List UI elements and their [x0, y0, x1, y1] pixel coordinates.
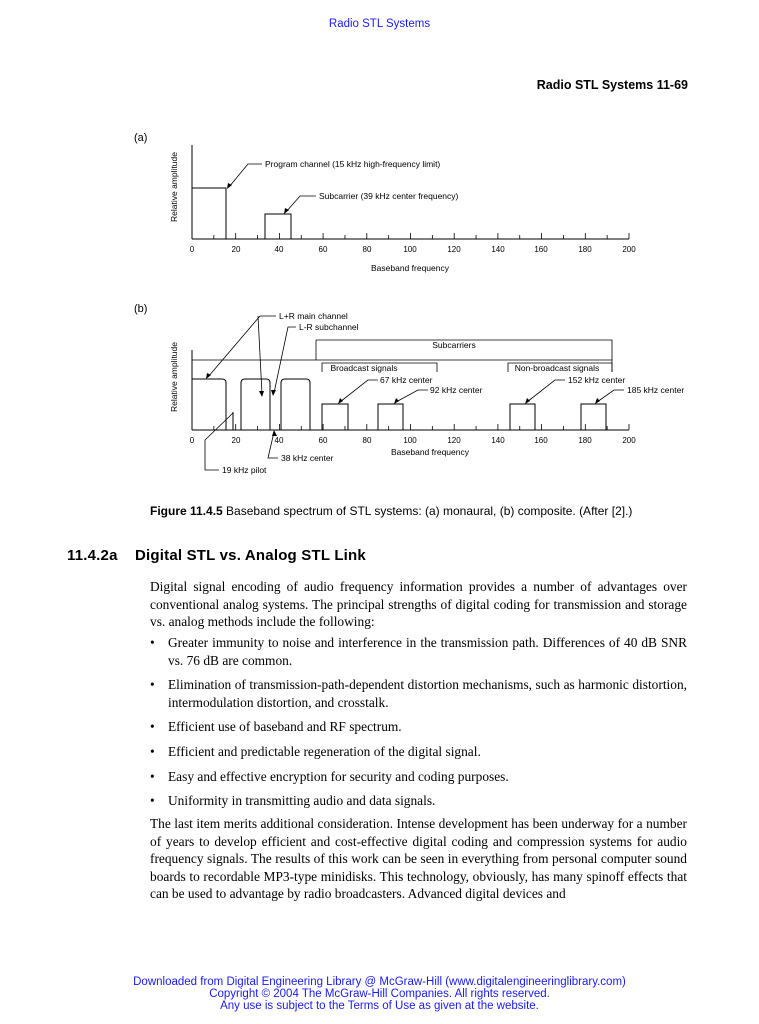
advantages-list [150, 634, 687, 817]
tick-label: 120 [447, 436, 461, 445]
tick-label: 120 [447, 245, 461, 254]
panel-b-ylabel: Relative amplitude [169, 342, 179, 412]
sub-annotation: L-R subchannel [299, 322, 359, 332]
subcarriers-label: Subcarriers [432, 340, 476, 350]
list-item: • Efficient use of baseband and RF spectrum. [150, 719, 402, 735]
tick-label: 200 [622, 436, 636, 445]
tick-label: 0 [189, 245, 195, 254]
panel-a-program-block [192, 188, 226, 239]
tick-label: 80 [362, 436, 372, 445]
bullet-icon: • [150, 743, 155, 759]
pilot-annotation: 19 kHz pilot [222, 465, 267, 475]
panel-a-ticks [192, 233, 629, 239]
panel-a-figure [0, 140, 759, 280]
bullet-icon: • [150, 793, 155, 809]
c152-leader [527, 380, 565, 402]
panel-a-subcarrier-block [265, 214, 291, 239]
tick-label: 80 [362, 245, 372, 254]
panel-b-ticks [192, 424, 629, 430]
broadcast-label: Broadcast signals [330, 363, 398, 373]
closing-paragraph: The last item merits additional consideration. Intense development has been underway for a number of years to develop efficient and cost-effective digital coding and compression systems for audio frequency signals. The results of this work can be seen in everything from personal computer sound boards to recordable MP3-type minidisks. This technology, obviously, has many spinoff effects that can be used to advantage by radio broadcasters. Advanced digital devices and [150, 816, 687, 902]
tick-label: 200 [622, 245, 636, 254]
panel-b-xlabel: Baseband frequency [391, 447, 469, 457]
figure-caption-text: Baseband spectrum of STL systems: (a) monaural, (b) composite. (After [2].) [222, 504, 633, 518]
footer-copyright: Copyright © 2004 The McGraw-Hill Companies. All rights reserved. [209, 988, 550, 1000]
tick-label: 20 [231, 436, 241, 445]
footer-terms-link[interactable]: Any use is subject to the Terms of Use as given at the website. [220, 1000, 539, 1012]
bullet-icon: • [150, 677, 155, 693]
tick-label: 100 [403, 245, 417, 254]
subcarrier-leader [286, 196, 316, 212]
subcarrier-92-block [378, 404, 403, 430]
c185-leader [597, 390, 624, 402]
running-head: Radio STL Systems 11-69 [536, 78, 688, 92]
tick-label: 60 [318, 436, 328, 445]
subcarrier-185-block [581, 404, 606, 430]
footer-download-link[interactable]: Downloaded from Digital Engineering Library @ McGraw-Hill (www.digitalengineeringlibrary.com) [133, 976, 626, 988]
tick-label: 180 [578, 245, 592, 254]
panel-a-xlabel: Baseband frequency [371, 263, 449, 273]
program-leader [229, 164, 262, 187]
pilot-leader [205, 413, 233, 470]
subcarrier-annotation: Subcarrier (39 kHz center frequency) [319, 191, 459, 201]
top-link[interactable]: Radio STL Systems [328, 18, 431, 30]
c67-leader [340, 380, 378, 402]
panel-a-ylabel: Relative amplitude [169, 152, 179, 222]
subcarrier-152-block [510, 404, 535, 430]
c92-annotation: 92 kHz center [430, 385, 483, 395]
panel-a-label: (a) [134, 132, 148, 144]
panel-b-label: (b) [134, 303, 148, 315]
figure-caption [150, 504, 632, 518]
c185-annotation: 185 kHz center [627, 385, 685, 395]
panel-b-tick-labels [190, 436, 636, 445]
main-channel-block [192, 379, 226, 430]
list-item: • Uniformity in transmitting audio and data signals. [150, 793, 436, 809]
c92-leader [396, 390, 428, 402]
section-title: Digital STL vs. Analog STL Link [135, 547, 366, 564]
tick-label: 160 [534, 245, 548, 254]
tick-label: 180 [578, 436, 592, 445]
program-annotation: Program channel (15 kHz high-frequency limit) [265, 159, 441, 169]
section-number: 11.4.2a [67, 547, 118, 564]
c67-annotation: 67 kHz center [380, 375, 433, 385]
bullet-icon: • [150, 719, 155, 735]
tick-label: 60 [318, 245, 328, 254]
tick-label: 40 [274, 245, 284, 254]
tick-label: 140 [491, 436, 505, 445]
lr-sub-block-upper [281, 379, 310, 430]
panel-a-tick-labels [190, 245, 636, 254]
subcarrier-67-block [322, 404, 348, 430]
footer [0, 976, 759, 1012]
tick-label: 20 [231, 245, 241, 254]
c38-annotation: 38 kHz center [281, 453, 334, 463]
bullet-icon: • [150, 635, 155, 650]
tick-label: 140 [491, 245, 505, 254]
tick-label: 100 [403, 436, 417, 445]
list-item: • Efficient and predictable regeneration of the digital signal. [150, 743, 481, 759]
panel-b-figure [0, 300, 759, 480]
list-item: • Elimination of transmission-path-dependent distortion mechanisms, such as harmonic distortion, intermodulation distortion, and crosstalk. [150, 677, 687, 710]
list-item: • Greater immunity to noise and interference in the transmission path. Differences of 40 dB SNR vs. 76 dB are common. [150, 635, 687, 668]
figure-caption-label: Figure 11.4.5 [150, 504, 223, 518]
tick-label: 40 [274, 436, 284, 445]
tick-label: 0 [189, 436, 195, 445]
list-item: • Easy and effective encryption for security and coding purposes. [150, 768, 509, 784]
main-annotation: L+R main channel [279, 311, 348, 321]
tick-label: 160 [534, 436, 548, 445]
nonbroadcast-label: Non-broadcast signals [514, 363, 600, 373]
main-leader [208, 316, 276, 377]
lr-sub-block-lower [241, 379, 270, 430]
section-heading [67, 547, 366, 564]
intro-paragraph: Digital signal encoding of audio frequency information provides a number of advantages over conventional analog systems. The principal strengths of digital coding for transmission and storage vs. analog methods include the following: [150, 579, 687, 630]
c152-annotation: 152 kHz center [568, 375, 626, 385]
bullet-icon: • [150, 768, 155, 784]
